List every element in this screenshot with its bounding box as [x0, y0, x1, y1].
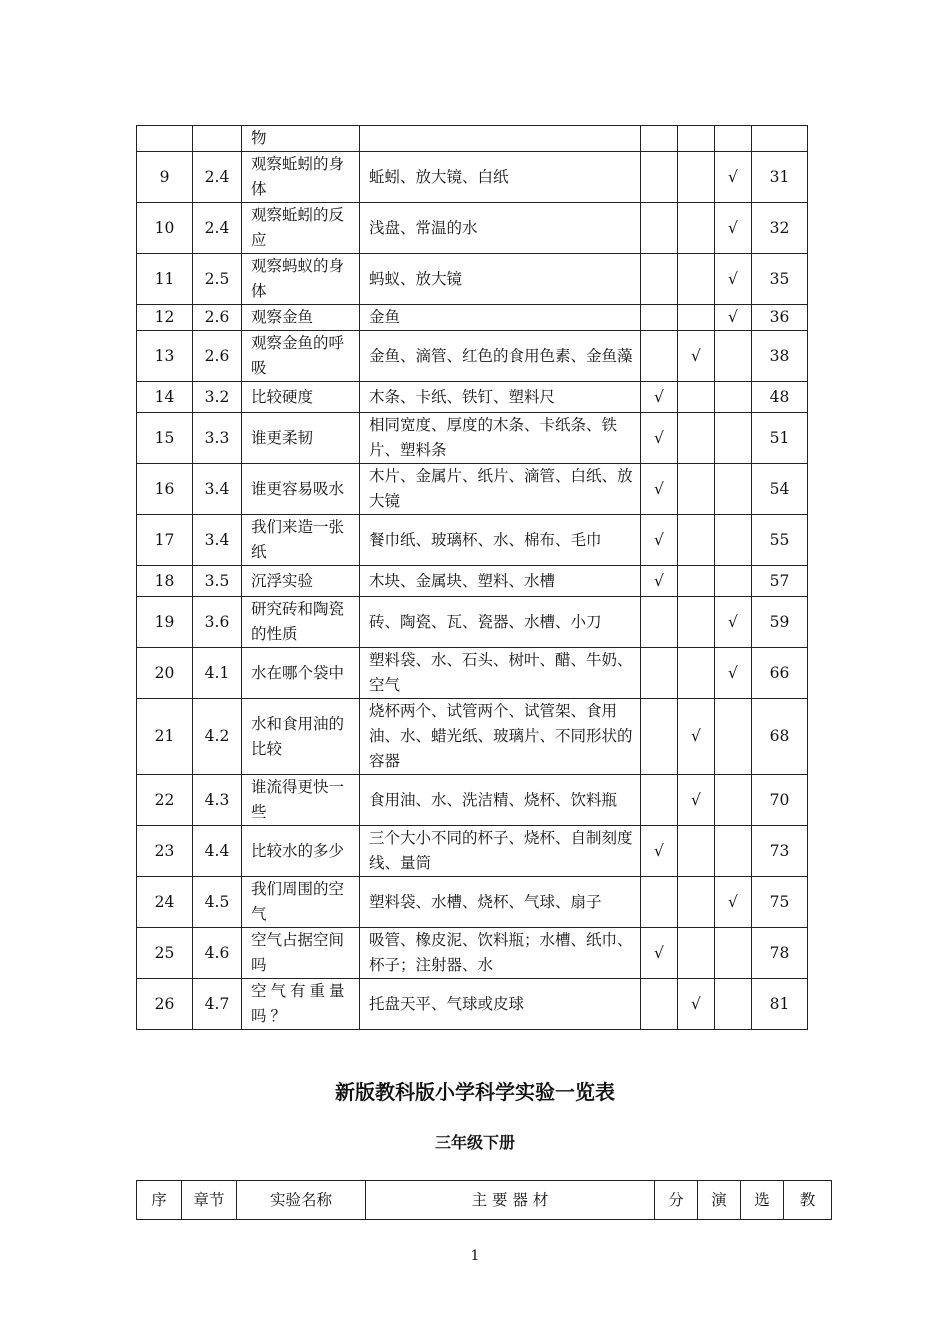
cell-experiment-name: 观察蚯蚓的身体 — [242, 152, 360, 203]
cell-group-check: √ — [641, 566, 678, 597]
cell-experiment-name: 物 — [242, 126, 360, 152]
cell-group-check — [641, 979, 678, 1030]
table-row — [137, 331, 808, 382]
cell-section — [193, 126, 242, 152]
cell-demo-check — [678, 648, 715, 699]
header-cell-demo: 演 — [698, 1181, 741, 1220]
cell-number: 14 — [137, 382, 193, 413]
cell-optional-check — [715, 126, 752, 152]
cell-materials — [360, 126, 641, 152]
cell-optional-check — [715, 413, 752, 464]
cell-materials: 金鱼、滴管、红色的食用色素、金鱼藻 — [360, 331, 641, 382]
cell-number: 23 — [137, 826, 193, 877]
cell-page — [752, 126, 808, 152]
cell-number: 12 — [137, 305, 193, 331]
cell-demo-check — [678, 126, 715, 152]
cell-number: 11 — [137, 254, 193, 305]
cell-group-check: √ — [641, 382, 678, 413]
cell-materials: 托盘天平、气球或皮球 — [360, 979, 641, 1030]
cell-page: 78 — [752, 928, 808, 979]
cell-experiment-name: 谁流得更快一些 — [242, 775, 360, 826]
cell-optional-check — [715, 382, 752, 413]
cell-page: 51 — [752, 413, 808, 464]
cell-optional-check: √ — [715, 648, 752, 699]
table-row — [137, 413, 808, 464]
cell-page: 66 — [752, 648, 808, 699]
cell-optional-check: √ — [715, 254, 752, 305]
cell-section: 4.7 — [193, 979, 242, 1030]
cell-section: 3.4 — [193, 515, 242, 566]
cell-section: 4.5 — [193, 877, 242, 928]
cell-page: 73 — [752, 826, 808, 877]
cell-experiment-name: 观察金鱼 — [242, 305, 360, 331]
cell-page: 32 — [752, 203, 808, 254]
cell-group-check: √ — [641, 515, 678, 566]
cell-materials: 砖、陶瓷、瓦、瓷器、水槽、小刀 — [360, 597, 641, 648]
cell-experiment-name: 观察蚂蚁的身体 — [242, 254, 360, 305]
cell-page: 55 — [752, 515, 808, 566]
cell-demo-check — [678, 597, 715, 648]
cell-group-check — [641, 152, 678, 203]
cell-number: 10 — [137, 203, 193, 254]
cell-materials: 木条、卡纸、铁钉、塑料尺 — [360, 382, 641, 413]
cell-experiment-name: 空气占据空间吗 — [242, 928, 360, 979]
header-cell-section: 章节 — [182, 1181, 237, 1220]
cell-group-check: √ — [641, 464, 678, 515]
cell-section: 3.5 — [193, 566, 242, 597]
cell-page: 57 — [752, 566, 808, 597]
cell-page: 36 — [752, 305, 808, 331]
cell-section: 3.3 — [193, 413, 242, 464]
cell-demo-check — [678, 254, 715, 305]
cell-number: 17 — [137, 515, 193, 566]
table-row — [137, 597, 808, 648]
table-row — [137, 382, 808, 413]
cell-group-check: √ — [641, 928, 678, 979]
cell-demo-check — [678, 464, 715, 515]
cell-number: 15 — [137, 413, 193, 464]
cell-group-check — [641, 126, 678, 152]
cell-optional-check — [715, 515, 752, 566]
header-row — [137, 1181, 832, 1220]
cell-materials: 相同宽度、厚度的木条、卡纸条、铁片、塑料条 — [360, 413, 641, 464]
cell-section: 3.6 — [193, 597, 242, 648]
cell-number: 19 — [137, 597, 193, 648]
cell-demo-check — [678, 203, 715, 254]
cell-materials: 木片、金属片、纸片、滴管、白纸、放大镜 — [360, 464, 641, 515]
cell-experiment-name: 研究砖和陶瓷的性质 — [242, 597, 360, 648]
cell-number: 18 — [137, 566, 193, 597]
cell-section: 2.4 — [193, 152, 242, 203]
cell-demo-check: √ — [678, 979, 715, 1030]
cell-page: 68 — [752, 699, 808, 775]
cell-group-check — [641, 305, 678, 331]
experiment-table-header — [136, 1180, 832, 1220]
table-row — [137, 877, 808, 928]
cell-demo-check — [678, 382, 715, 413]
cell-demo-check: √ — [678, 699, 715, 775]
cell-optional-check — [715, 464, 752, 515]
cell-group-check — [641, 648, 678, 699]
cell-demo-check: √ — [678, 775, 715, 826]
cell-number: 20 — [137, 648, 193, 699]
cell-optional-check: √ — [715, 597, 752, 648]
cell-experiment-name: 沉浮实验 — [242, 566, 360, 597]
cell-demo-check — [678, 413, 715, 464]
cell-experiment-name: 比较硬度 — [242, 382, 360, 413]
cell-experiment-name: 观察蚯蚓的反应 — [242, 203, 360, 254]
cell-group-check — [641, 699, 678, 775]
cell-experiment-name: 我们周围的空气 — [242, 877, 360, 928]
experiment-table-continued — [136, 125, 808, 1030]
table-row — [137, 126, 808, 152]
table-row — [137, 464, 808, 515]
cell-number: 21 — [137, 699, 193, 775]
cell-materials: 金鱼 — [360, 305, 641, 331]
cell-materials: 餐巾纸、玻璃杯、水、棉布、毛巾 — [360, 515, 641, 566]
cell-experiment-name: 比较水的多少 — [242, 826, 360, 877]
cell-materials: 塑料袋、水槽、烧杯、气球、扇子 — [360, 877, 641, 928]
header-cell-group: 分 — [655, 1181, 698, 1220]
cell-page: 48 — [752, 382, 808, 413]
cell-optional-check — [715, 826, 752, 877]
cell-optional-check — [715, 699, 752, 775]
cell-section: 2.6 — [193, 305, 242, 331]
table-row — [137, 928, 808, 979]
cell-page: 31 — [752, 152, 808, 203]
cell-group-check: √ — [641, 826, 678, 877]
cell-optional-check: √ — [715, 305, 752, 331]
table-row — [137, 254, 808, 305]
cell-materials: 食用油、水、洗洁精、烧杯、饮料瓶 — [360, 775, 641, 826]
cell-group-check — [641, 203, 678, 254]
cell-group-check — [641, 331, 678, 382]
header-cell-optional: 选 — [741, 1181, 784, 1220]
cell-demo-check — [678, 305, 715, 331]
cell-optional-check — [715, 331, 752, 382]
table-row — [137, 775, 808, 826]
cell-section: 3.4 — [193, 464, 242, 515]
table-row — [137, 566, 808, 597]
cell-number: 26 — [137, 979, 193, 1030]
page-number: 1 — [470, 1248, 480, 1264]
cell-optional-check: √ — [715, 203, 752, 254]
header-cell-name: 实验名称 — [237, 1181, 366, 1220]
cell-section: 4.1 — [193, 648, 242, 699]
cell-group-check — [641, 254, 678, 305]
cell-section: 2.6 — [193, 331, 242, 382]
cell-experiment-name: 谁更容易吸水 — [242, 464, 360, 515]
header-cell-materials: 主 要 器 材 — [366, 1181, 655, 1220]
cell-demo-check — [678, 826, 715, 877]
document-title: 新版教科版小学科学实验一览表 — [335, 1080, 615, 1104]
cell-group-check: √ — [641, 413, 678, 464]
cell-number: 13 — [137, 331, 193, 382]
cell-experiment-name: 水在哪个袋中 — [242, 648, 360, 699]
cell-number — [137, 126, 193, 152]
header-cell-textbook: 教 — [784, 1181, 832, 1220]
cell-materials: 烧杯两个、试管两个、试管架、食用油、水、蜡光纸、玻璃片、不同形状的容器 — [360, 699, 641, 775]
table-row — [137, 515, 808, 566]
cell-section: 4.2 — [193, 699, 242, 775]
table-row — [137, 152, 808, 203]
cell-materials: 蚯蚓、放大镜、白纸 — [360, 152, 641, 203]
cell-experiment-name: 我们来造一张纸 — [242, 515, 360, 566]
header-cell-no: 序 — [137, 1181, 182, 1220]
cell-demo-check — [678, 566, 715, 597]
table-row — [137, 305, 808, 331]
cell-demo-check — [678, 152, 715, 203]
cell-number: 24 — [137, 877, 193, 928]
grade-subtitle: 三年级下册 — [434, 1133, 515, 1152]
cell-section: 3.2 — [193, 382, 242, 413]
cell-group-check — [641, 877, 678, 928]
cell-materials: 塑料袋、水、石头、树叶、醋、牛奶、空气 — [360, 648, 641, 699]
cell-demo-check — [678, 877, 715, 928]
cell-materials: 木块、金属块、塑料、水槽 — [360, 566, 641, 597]
cell-optional-check — [715, 566, 752, 597]
cell-optional-check: √ — [715, 152, 752, 203]
table-row — [137, 648, 808, 699]
cell-demo-check: √ — [678, 331, 715, 382]
cell-page: 54 — [752, 464, 808, 515]
cell-optional-check — [715, 928, 752, 979]
cell-experiment-name: 观察金鱼的呼吸 — [242, 331, 360, 382]
cell-number: 9 — [137, 152, 193, 203]
table-row — [137, 826, 808, 877]
cell-page: 35 — [752, 254, 808, 305]
cell-page: 75 — [752, 877, 808, 928]
cell-materials: 浅盘、常温的水 — [360, 203, 641, 254]
table-row — [137, 699, 808, 775]
cell-experiment-name: 谁更柔韧 — [242, 413, 360, 464]
cell-materials: 吸管、橡皮泥、饮料瓶；水槽、纸巾、杯子；注射器、水 — [360, 928, 641, 979]
cell-page: 38 — [752, 331, 808, 382]
cell-section: 2.4 — [193, 203, 242, 254]
cell-section: 2.5 — [193, 254, 242, 305]
table-row — [137, 979, 808, 1030]
cell-experiment-name: 空气有重量吗？ — [242, 979, 360, 1030]
cell-group-check — [641, 775, 678, 826]
cell-page: 70 — [752, 775, 808, 826]
cell-section: 4.3 — [193, 775, 242, 826]
cell-section: 4.4 — [193, 826, 242, 877]
cell-demo-check — [678, 928, 715, 979]
cell-optional-check — [715, 979, 752, 1030]
cell-number: 25 — [137, 928, 193, 979]
cell-page: 59 — [752, 597, 808, 648]
cell-group-check — [641, 597, 678, 648]
cell-optional-check: √ — [715, 877, 752, 928]
cell-experiment-name: 水和食用油的比较 — [242, 699, 360, 775]
cell-demo-check — [678, 515, 715, 566]
cell-materials: 三个大小不同的杯子、烧杯、自制刻度线、量筒 — [360, 826, 641, 877]
cell-section: 4.6 — [193, 928, 242, 979]
cell-number: 16 — [137, 464, 193, 515]
cell-optional-check — [715, 775, 752, 826]
cell-number: 22 — [137, 775, 193, 826]
cell-page: 81 — [752, 979, 808, 1030]
cell-materials: 蚂蚁、放大镜 — [360, 254, 641, 305]
table-row — [137, 203, 808, 254]
